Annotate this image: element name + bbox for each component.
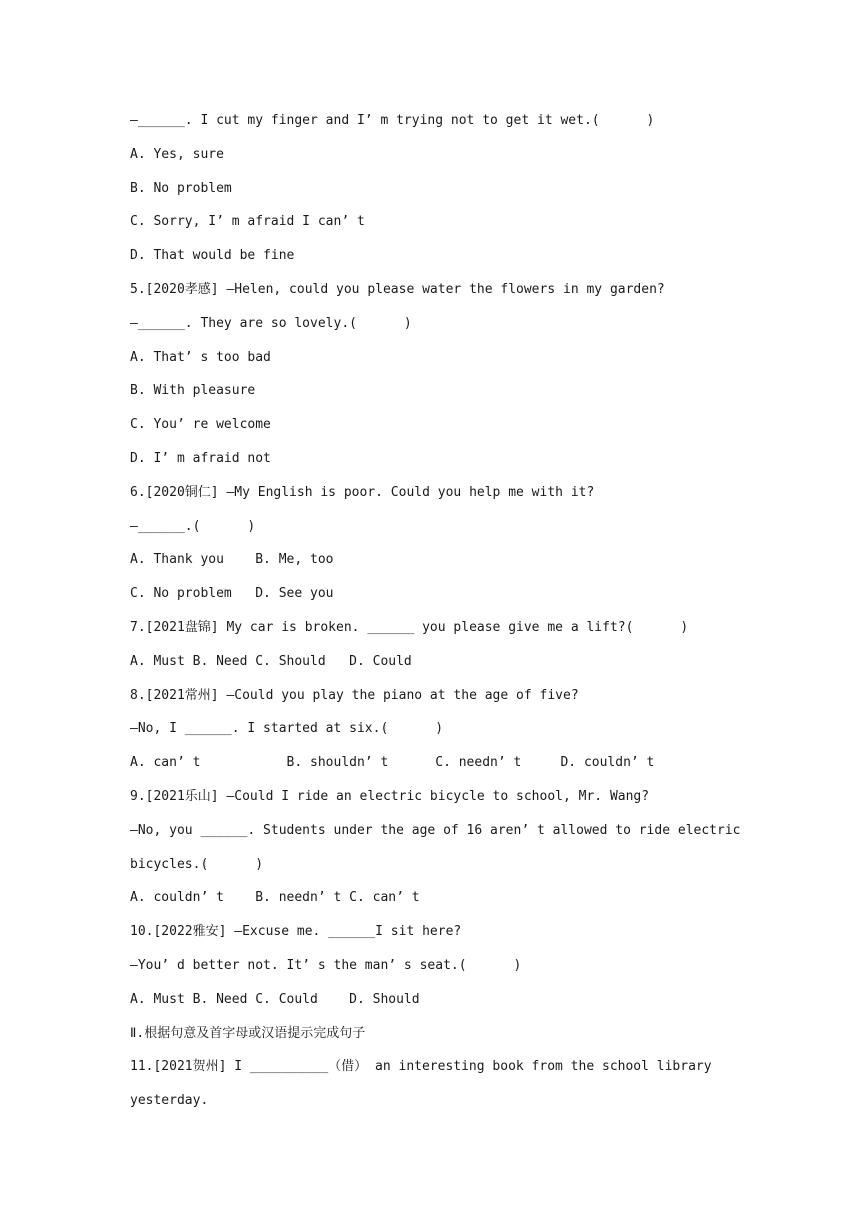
question-8-stem: 8.[2021常州] —Could you play the piano at the age of five? <box>130 687 579 703</box>
question-6-options-cd: C. No problem D. See you <box>130 586 334 602</box>
question-11-stem: 11.[2021贺州] I __________（借） an interesting book from the school library <box>130 1059 712 1075</box>
question-4-option-c: C. Sorry, I’ m afraid I can’ t <box>130 214 365 230</box>
question-5-option-b: B. With pleasure <box>130 383 256 399</box>
question-5-stem: 5.[2020孝感] —Helen, could you please water the flowers in my garden? <box>130 281 665 297</box>
question-4-option-a: A. Yes, sure <box>130 146 224 162</box>
question-9-reply-continued: bicycles.( ) <box>130 856 264 872</box>
question-4-stem-reply: —______. I cut my finger and I’ m trying not to get it wet.( ) <box>130 113 655 128</box>
question-5-reply: —______. They are so lovely.( ) <box>130 315 412 331</box>
question-5-option-a: A. That’ s too bad <box>130 349 271 365</box>
question-8-options: A. can’ t B. shouldn’ t C. needn’ t D. couldn’ t <box>130 755 655 771</box>
question-8-reply: —No, I ______. I started at six.( ) <box>130 721 444 737</box>
question-6-stem: 6.[2020铜仁] —My English is poor. Could you help me with it? <box>130 484 595 500</box>
question-9-reply: —No, you ______. Students under the age of 16 aren’ t allowed to ride electric <box>130 822 741 838</box>
question-7-options: A. Must B. Need C. Should D. Could <box>130 653 412 669</box>
question-4-option-b: B. No problem <box>130 180 232 196</box>
section-ii-heading: Ⅱ.根据句意及首字母或汉语提示完成句子 <box>130 1025 366 1041</box>
question-10-stem: 10.[2022雅安] —Excuse me. ______I sit here? <box>130 924 462 940</box>
question-10-reply: —You’ d better not. It’ s the man’ s seat.( ) <box>130 957 522 973</box>
question-7-stem: 7.[2021盘锦] My car is broken. ______ you please give me a lift?( ) <box>130 619 689 635</box>
question-9-options: A. couldn’ t B. needn’ t C. can’ t <box>130 890 420 906</box>
question-6-options-ab: A. Thank you B. Me, too <box>130 552 334 568</box>
question-6-reply: —______.( ) <box>130 518 256 534</box>
question-11-stem-continued: yesterday. <box>130 1093 209 1109</box>
question-5-option-c: C. You’ re welcome <box>130 417 271 433</box>
question-9-stem: 9.[2021乐山] —Could I ride an electric bicycle to school, Mr. Wang? <box>130 788 650 804</box>
question-10-options: A. Must B. Need C. Could D. Should <box>130 991 420 1007</box>
question-list <box>130 110 740 1124</box>
question-4-option-d: D. That would be fine <box>130 248 295 264</box>
question-5-option-d: D. I’ m afraid not <box>130 450 271 466</box>
